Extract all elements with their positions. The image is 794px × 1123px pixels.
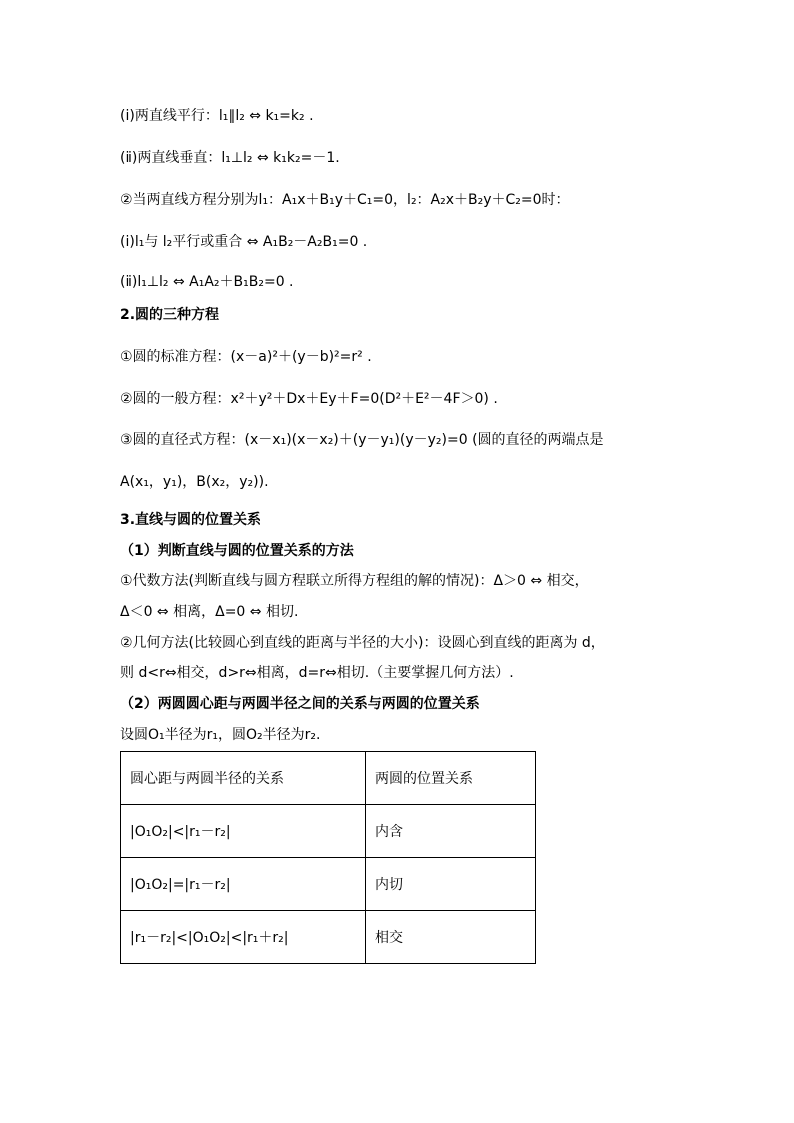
algebraic-method: ①代数方法(判断直线与圆方程联立所得方程组的解的情况)：Δ＞0 ⇔ 相交， [120,573,589,589]
diameter-equation: ③圆的直径式方程：(x－x₁)(x－x₂)＋(y－y₁)(y－y₂)=0 (圆的直径的两端点是 [120,432,604,448]
geometric-method: ②几何方法(比较圆心到直线的距离与半径的大小)：设圆心到直线的距离为 d， [120,635,605,651]
table-row [121,805,536,858]
table-header-cell: 两圆的位置关系 [366,752,536,805]
geometric-method-cont: 则 d<r⇔相交，d>r⇔相离，d=r⇔相切.（主要掌握几何方法）. [120,665,514,681]
perpendicular-condition: (ⅱ)两直线垂直：l₁⊥l₂ ⇔ k₁k₂=－1. [120,150,340,166]
section-heading-circle-equations: 2.圆的三种方程 [120,307,220,323]
general-parallel-condition: (ⅰ)l₁与 l₂平行或重合 ⇔ A₁B₂－A₂B₁=0 . [120,234,368,250]
section-heading-line-circle: 3.直线与圆的位置关系 [120,512,262,528]
general-perpendicular-condition: (ⅱ)l₁⊥l₂ ⇔ A₁A₂＋B₁B₂=0 . [120,274,294,290]
table-header-cell: 圆心距与两圆半径的关系 [121,752,366,805]
table-header-row [121,752,536,805]
subheading-methods: （1）判断直线与圆的位置关系的方法 [120,543,354,559]
circle-relation-table [120,751,536,964]
table-cell: 相交 [366,911,536,964]
table-row [121,911,536,964]
general-equation: ②圆的一般方程：x²＋y²＋Dx＋Ey＋F=0(D²＋E²－4F＞0) . [120,391,498,407]
parallel-condition: (ⅰ)两直线平行：l₁∥l₂ ⇔ k₁=k₂ . [120,108,314,124]
table-cell: 内切 [366,858,536,911]
table-cell: |O₁O₂|=|r₁－r₂| [121,858,366,911]
diameter-endpoints: A(x₁，y₁)，B(x₂，y₂)). [120,474,269,490]
standard-equation: ①圆的标准方程：(x－a)²＋(y－b)²=r² . [120,349,372,365]
table-cell: |O₁O₂|<|r₁－r₂| [121,805,366,858]
general-equation-intro: ②当两直线方程分别为l₁：A₁x＋B₁y＋C₁=0，l₂：A₂x＋B₂y＋C₂=0时： [120,192,570,208]
subheading-two-circles: （2）两圆圆心距与两圆半径之间的关系与两圆的位置关系 [120,696,480,712]
table-cell: 内含 [366,805,536,858]
table-cell: |r₁－r₂|<|O₁O₂|<|r₁＋r₂| [121,911,366,964]
radius-definition: 设圆O₁半径为r₁，圆O₂半径为r₂. [120,727,321,743]
algebraic-method-cont: Δ＜0 ⇔ 相离，Δ=0 ⇔ 相切. [120,604,299,620]
table-row [121,858,536,911]
